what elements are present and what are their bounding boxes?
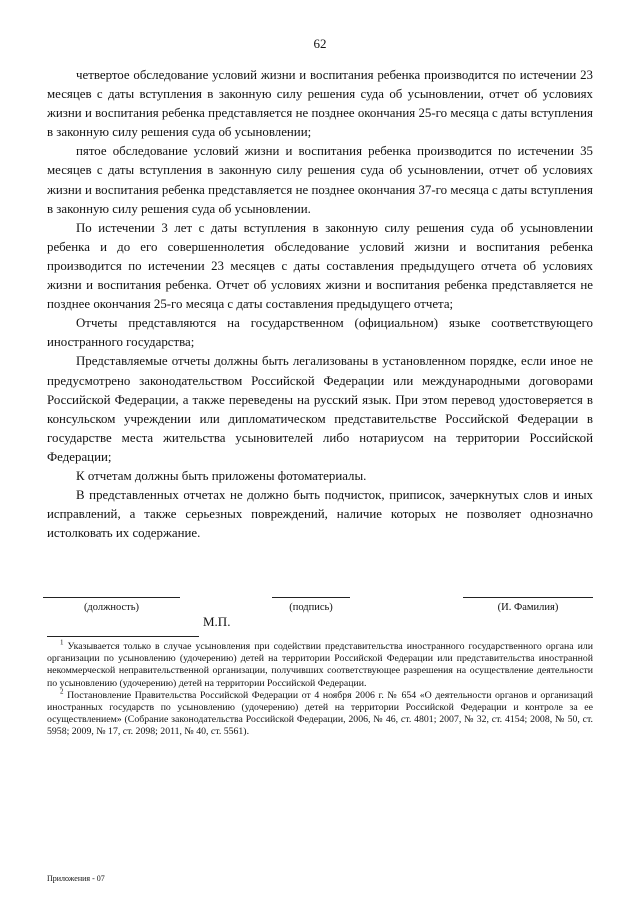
footnotes: [47, 638, 593, 739]
signature-line: [272, 597, 350, 598]
footnote-mark: 2: [60, 687, 64, 696]
document-body: [47, 66, 593, 543]
position-line: [43, 597, 180, 598]
footnote-separator: [47, 636, 199, 637]
paragraph: Представляемые отчеты должны быть легализованы в установленном порядке, если иное не предусмотрено законодательством Российской Федерации или международными договорами Российской Федерации, а также переведены на русский язык. При этом перевод удостоверяется в консульском учреждении или дипломатическом представительстве Российской Федерации в государстве места жительства усыновителей либо нотариусом на территории Российской Федерации;: [47, 354, 593, 464]
paragraph: К отчетам должны быть приложены фотоматериалы.: [76, 468, 367, 483]
paragraph: Отчеты представляются на государственном (официальном) языке соответствующего иностранного государства;: [47, 316, 593, 350]
footnote-text: Указывается только в случае усыновления при содействии представительства иностранного государственного органа или организации по усыновлению (удочерению) детей на территории Российской Федерации или представительства иностранной некоммерческой неправительственной организации, получивших соответствующее разрешения на осуществление деятельности по усыновлению (удочерению) детей на территории Российской Федерации.: [47, 641, 593, 689]
position-caption: (должность): [83, 602, 140, 613]
paragraph: По истечении 3 лет с даты вступления в законную силу решения суда об усыновлении ребенка и до его совершеннолетия обследование условий жизни и воспитания ребенка производится по истечении 23 месяцев с даты составления предыдущего отчета об условиях жизни и воспитания ребенка. Отчет об условиях жизни и воспитания ребенка представляется не позднее окончания 25-го месяца с даты составления предыдущего отчета;: [47, 220, 593, 312]
footnote-mark: 1: [60, 638, 64, 647]
seal-placeholder: М.П.: [203, 614, 231, 629]
paragraph: четвертое обследование условий жизни и воспитания ребенка производится по истечении 23 месяцев с даты вступления в законную силу решения суда об усыновлении, отчет об условиях жизни и воспитания ребенка представляется не позднее окончания 25-го месяца с даты вступления в законную силу решения суда об усыновлении;: [47, 68, 593, 140]
paragraph: пятое обследование условий жизни и воспитания ребенка производится по истечении 35 месяцев с даты вступления в законную силу решения суда об усыновлении, отчет об условиях жизни и воспитания ребенка представляется не позднее окончания 37-го месяца с даты вступления в законную силу решения суда об усыновлении.: [47, 144, 593, 216]
signature-block: [0, 597, 640, 637]
name-line: [463, 597, 593, 598]
footnote: [47, 687, 593, 739]
paragraph: В представленных отчетах не должно быть подчисток, приписок, зачеркнутых слов и иных исправлений, а также серьезных повреждений, наличие которых не позволяет однозначно истолковать их содержание.: [47, 488, 593, 541]
name-caption: (И. Фамилия): [497, 602, 559, 613]
page-number: 62: [313, 36, 327, 51]
footnote-text: Постановление Правительства Российской Федерации от 4 ноября 2006 г. № 654 «О деятельности органов и организаций иностранных государств по усыновлению (удочерению) детей на территории Российской Федерации и контроле за ее осуществлением» (Собрание законодательства Российской Федерации, 2006, № 46, ст. 4801; 2007, № 32, ст. 4154; 2008, № 50, ст. 5958; 2009, № 17, ст. 2098; 2011, № 40, ст. 5561).: [47, 689, 593, 738]
footnote: [47, 638, 593, 690]
signature-caption: (подпись): [289, 602, 333, 613]
footer-code: Приложения - 07: [47, 874, 105, 883]
